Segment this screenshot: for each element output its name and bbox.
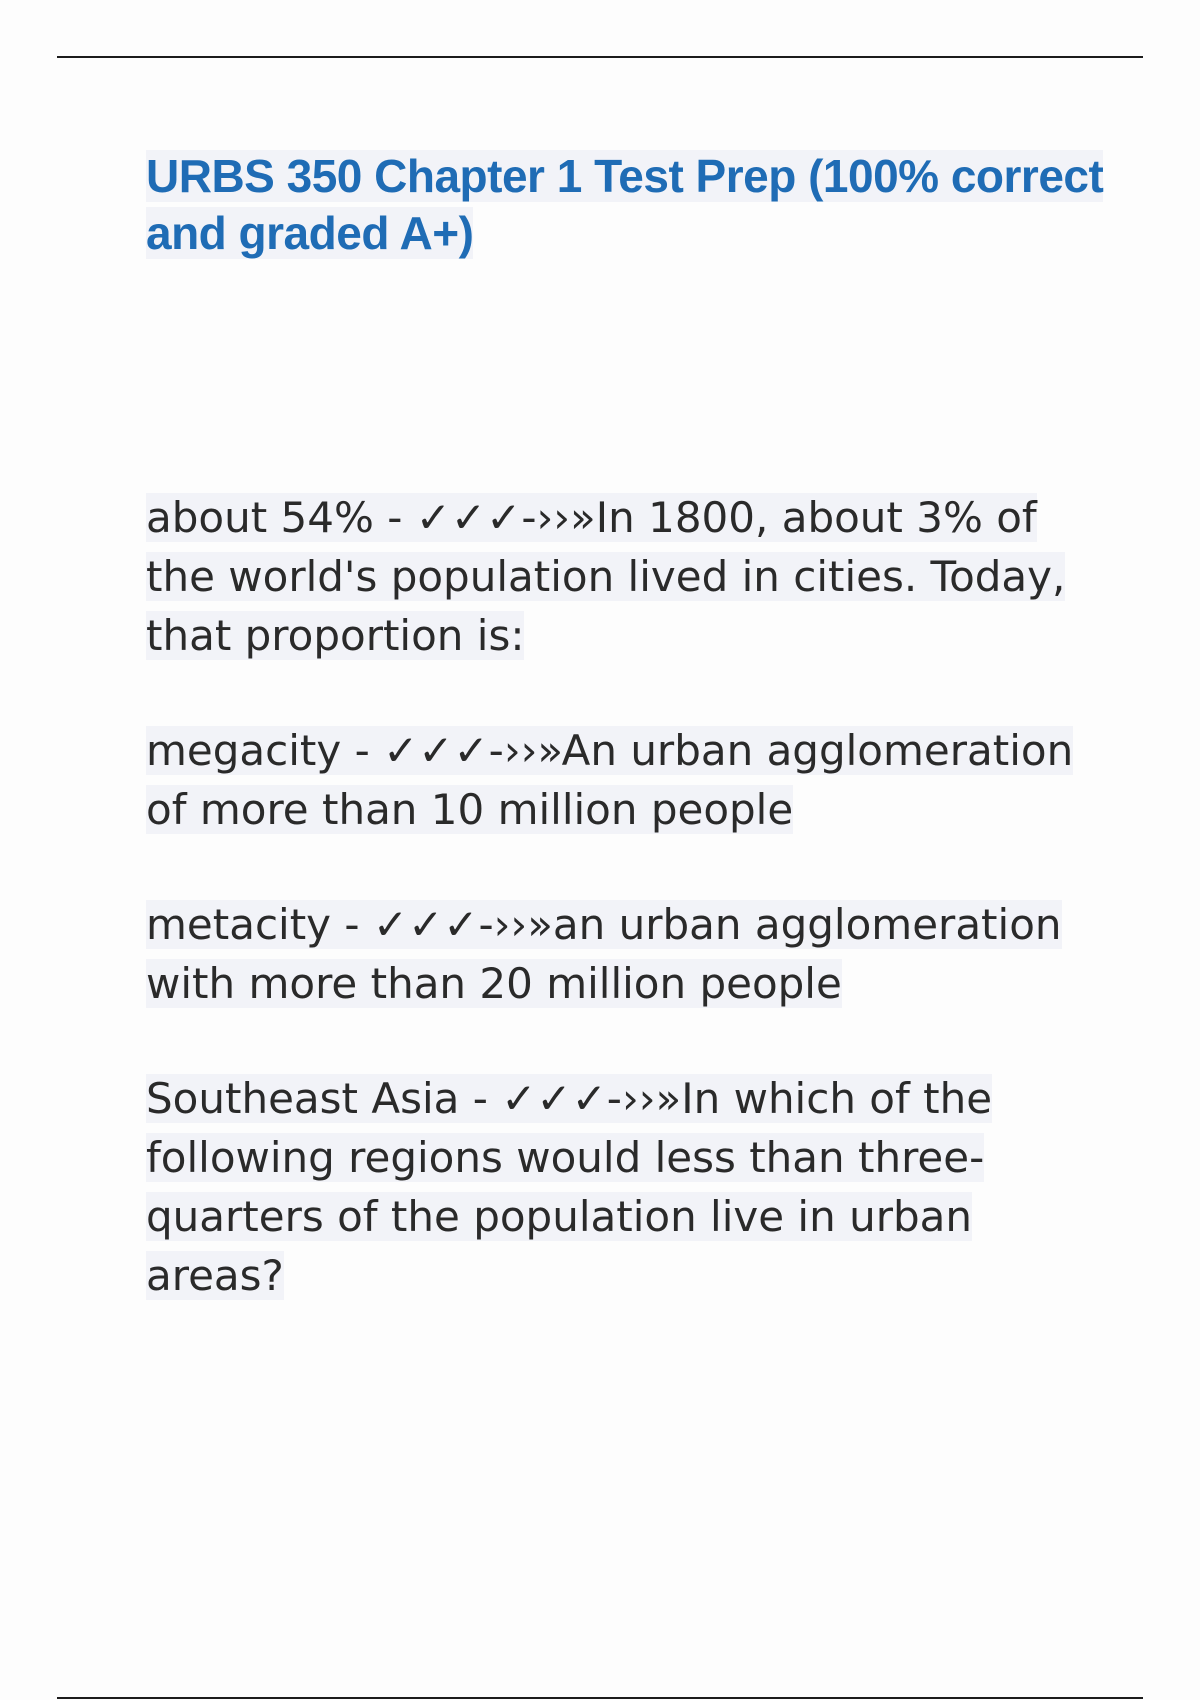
bottom-rule (57, 1697, 1143, 1699)
qa-entry-megacity: megacity - ✓✓✓-››»An urban agglomeration of more than 10 million people (146, 726, 1074, 834)
top-rule (57, 56, 1143, 58)
qa-entry-southeast-asia: Southeast Asia - ✓✓✓-››»In which of the following regions would less than three-quarters of the population live in urban areas? (146, 1074, 993, 1300)
document-body (146, 148, 1106, 1361)
qa-entry-metacity: metacity - ✓✓✓-››»an urban agglomeration with more than 20 million people (146, 900, 1062, 1008)
qa-entry-urban-proportion: about 54% - ✓✓✓-››»In 1800, about 3% of the world's population lived in cities. Today, that proportion is: (146, 493, 1066, 660)
qa-list (146, 488, 1106, 1305)
document-title: URBS 350 Chapter 1 Test Prep (100% correct and graded A+) (146, 150, 1104, 259)
